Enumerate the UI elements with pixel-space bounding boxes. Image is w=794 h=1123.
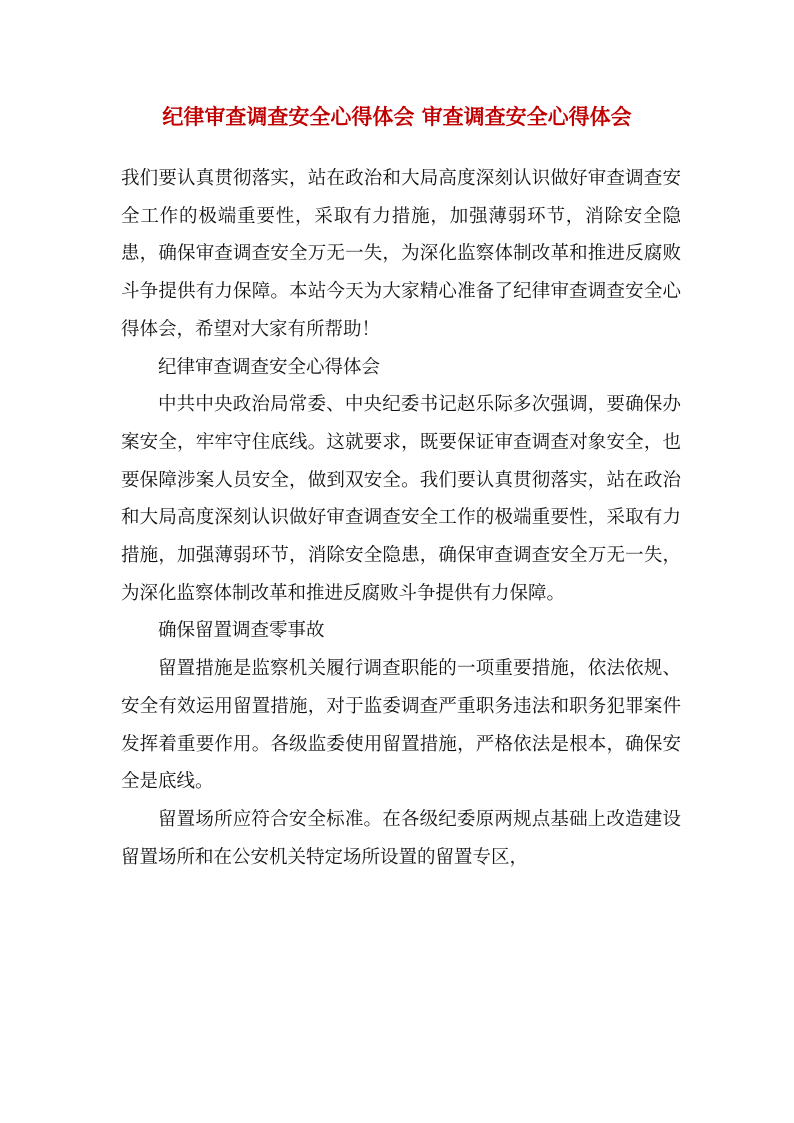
subheading: 确保留置调查零事故 [158,620,325,642]
body-paragraph-1: 中共中央政治局常委、中央纪委书记赵乐际多次强调，要确保办案安全，牢牢守住底线。这就要求，既要保证审查调查对象安全，也要保障涉案人员安全，做到双安全。我们要认真贯彻落实，站在政治和大局高度深刻认识做好审查调查安全工作的极端重要性，采取有力措施，加强薄弱环节，消除安全隐患，确保审查调查安全万无一失，为深化监察体制改革和推进反腐败斗争提供有力保障。 [121,394,681,604]
document-body [121,160,681,876]
body-paragraph-3: 留置场所应符合安全标准。在各级纪委原两规点基础上改造建设留置场所和在公安机关特定场所设置的留置专区， [121,808,681,868]
section-title: 纪律审查调查安全心得体会 [158,356,381,378]
intro-paragraph: 我们要认真贯彻落实，站在政治和大局高度深刻认识做好审查调查安全工作的极端重要性，采取有力措施，加强薄弱环节，消除安全隐患，确保审查调查安全万无一失，为深化监察体制改革和推进反腐败斗争提供有力保障。本站今天为大家精心准备了纪律审查调查安全心得体会，希望对大家有所帮助！ [121,168,681,340]
document-title: 纪律审查调查安全心得体会 审查调查安全心得体会 [162,104,632,129]
body-paragraph-2: 留置措施是监察机关履行调查职能的一项重要措施，依法依规、安全有效运用留置措施，对于监委调查严重职务违法和职务犯罪案件发挥着重要作用。各级监委使用留置措施，严格依法是根本，确保安全是底线。 [121,658,681,793]
